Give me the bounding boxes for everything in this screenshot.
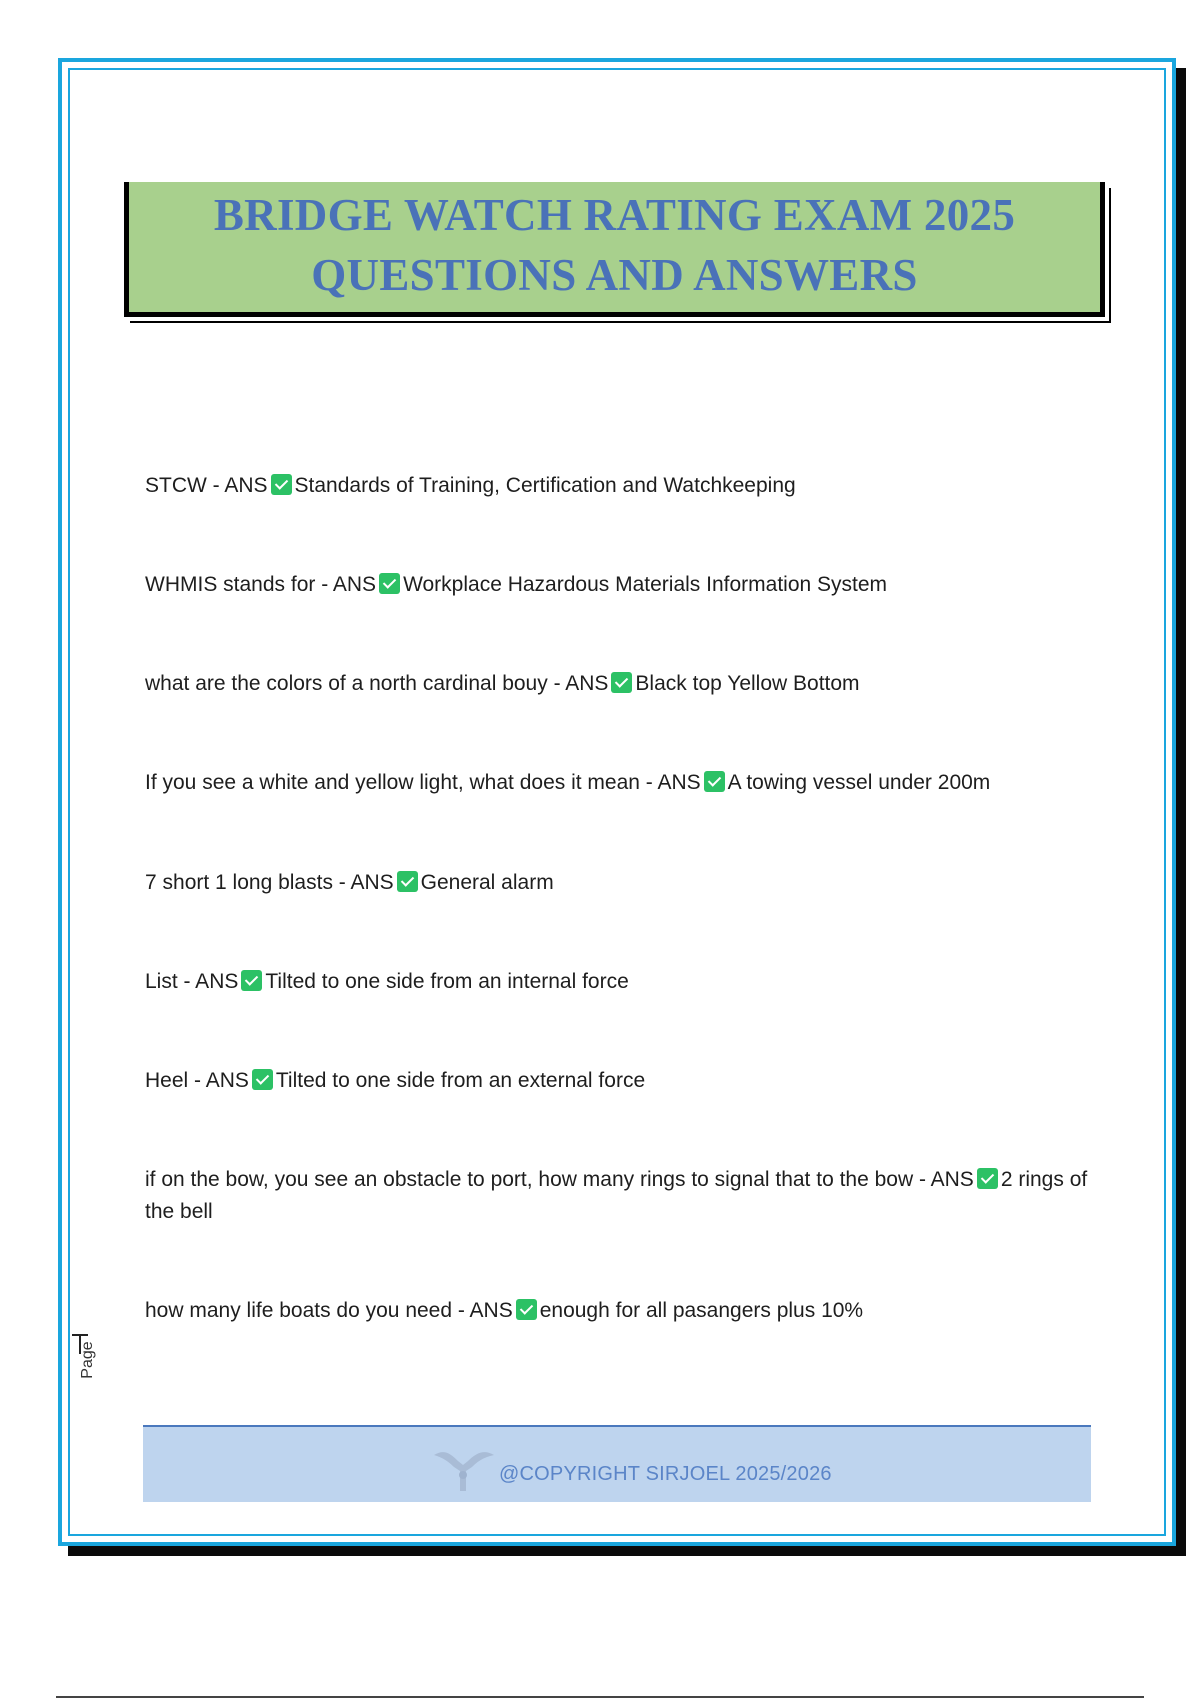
qa-answer: enough for all pasangers plus 10% [539, 1299, 864, 1322]
qa-question: how many life boats do you need - ANS [145, 1299, 513, 1322]
qa-question: WHMIS stands for - ANS [145, 573, 377, 596]
qa-question: if on the bow, you see an obstacle to port, how many rings to signal that to the bow - ANS [145, 1168, 974, 1191]
check-box-icon [977, 1168, 998, 1189]
qa-question: STCW - ANS [145, 474, 268, 497]
qa-question: Heel - ANS [145, 1069, 249, 1092]
check-box-icon [611, 672, 632, 693]
qa-answer: General alarm [420, 871, 554, 894]
document-title-line-2: QUESTIONS AND ANSWERS [311, 250, 918, 300]
footer-band [143, 1425, 1091, 1502]
qa-answer: Black top Yellow Bottom [635, 672, 860, 695]
page-label [76, 1330, 100, 1390]
check-box-icon [252, 1069, 273, 1090]
qa-item [145, 569, 1090, 601]
check-box-icon [379, 573, 400, 594]
bottom-rule [56, 1696, 1144, 1698]
document-title-box [124, 182, 1105, 317]
qa-item [145, 867, 1090, 899]
qa-answer: Standards of Training, Certification and Watchkeeping [294, 474, 796, 497]
document-title-line-1: BRIDGE WATCH RATING EXAM 2025 [213, 190, 1016, 240]
qa-question: what are the colors of a north cardinal bouy - ANS [145, 672, 609, 695]
check-box-icon [241, 970, 262, 991]
qa-answer: Workplace Hazardous Materials Information System [403, 573, 888, 596]
qa-answer: Tilted to one side from an internal force [265, 970, 629, 993]
qa-item [145, 1295, 1090, 1327]
qa-item [145, 1065, 1090, 1097]
qa-item [145, 1164, 1090, 1228]
check-box-icon [516, 1299, 537, 1320]
page-label-text: Page [79, 1341, 96, 1379]
qa-question: 7 short 1 long blasts - ANS [145, 871, 394, 894]
qa-item [145, 470, 1090, 502]
check-box-icon [704, 771, 725, 792]
qa-question: List - ANS [145, 970, 239, 993]
footer-copyright: @COPYRIGHT SIRJOEL 2025/2026 [499, 1463, 832, 1485]
anchor-logo-icon [428, 1445, 498, 1495]
qa-question: If you see a white and yellow light, what does it mean - ANS [145, 771, 701, 794]
qa-answer: 2 rings of the bell [145, 1168, 1088, 1223]
qa-item [145, 668, 1090, 700]
qa-item [145, 966, 1090, 998]
qa-item [145, 767, 1090, 799]
qa-answer: A towing vessel under 200m [727, 771, 991, 794]
qa-answer: Tilted to one side from an external force [275, 1069, 646, 1092]
check-box-icon [271, 474, 292, 495]
check-box-icon [397, 871, 418, 892]
